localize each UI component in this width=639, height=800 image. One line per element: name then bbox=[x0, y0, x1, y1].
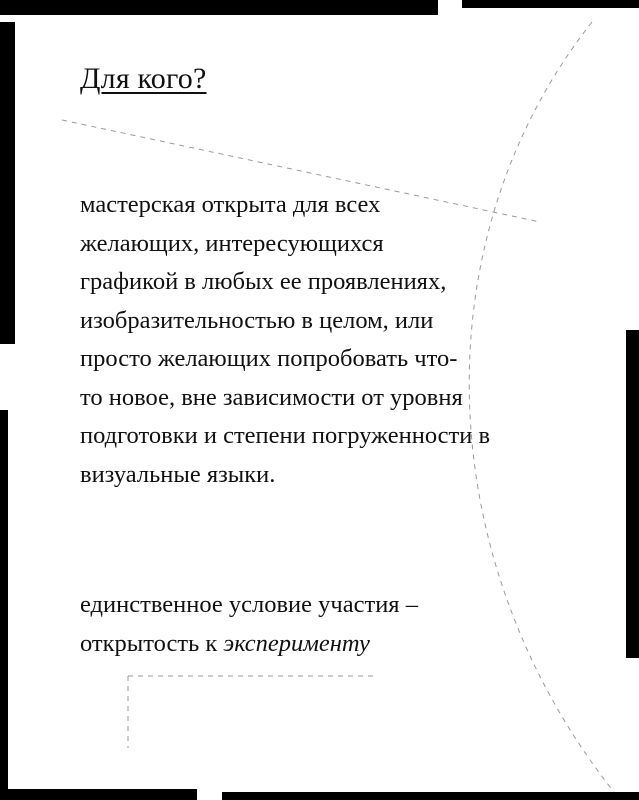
description-line: просто желающих попробовать что- bbox=[80, 345, 458, 372]
frame-bar-right bbox=[626, 330, 639, 658]
description-line: графикой в любых ее проявлениях, bbox=[80, 268, 447, 295]
description-line: то новое, вне зависимости от уровня bbox=[80, 383, 463, 411]
description-line: подготовки и степени погруженности в bbox=[80, 422, 491, 449]
condition-line-1: единственное условие участия – bbox=[80, 591, 418, 618]
frame-bar-left-top bbox=[0, 22, 15, 344]
frame-bar-top-left bbox=[0, 0, 438, 15]
condition-line-2 bbox=[80, 625, 610, 664]
condition-emphasis: эксперименту bbox=[223, 629, 370, 657]
frame-bar-bottom-left bbox=[0, 789, 197, 800]
condition-text bbox=[80, 586, 610, 663]
frame-bar-left-bottom bbox=[0, 410, 8, 800]
condition-prefix: открытость к bbox=[80, 629, 224, 657]
description-line: изобразительностью в целом, или bbox=[80, 306, 434, 334]
description-text bbox=[80, 186, 610, 494]
description-line: желающих, интересующихся bbox=[80, 229, 384, 257]
frame-bar-bottom-right bbox=[222, 792, 639, 800]
description-line: визуальные языки. bbox=[80, 460, 276, 488]
page-title: Для кого? bbox=[80, 62, 207, 95]
description-line: мастерская открыта для всех bbox=[80, 191, 381, 218]
frame-bar-top-right bbox=[462, 0, 639, 8]
